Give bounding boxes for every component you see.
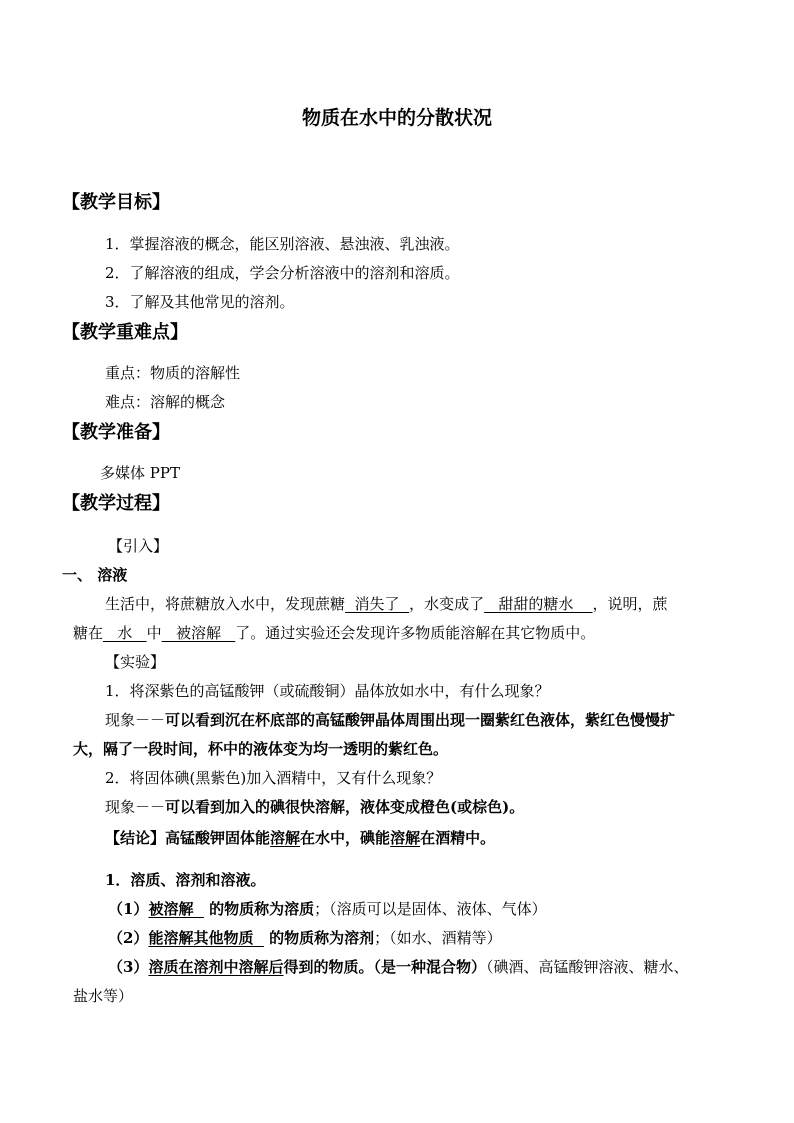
blank-dissolved: 被溶解 (161, 624, 236, 642)
prep-text: 多媒体 PPT (100, 464, 180, 482)
process-heading: 【教学过程】 (62, 493, 170, 514)
blank-sweet-water: 甜甜的糖水 (484, 595, 593, 613)
section-solution-heading: 一、 溶液 (62, 566, 128, 584)
intro-paragraph-line2: 糖在 水 中 被溶解 了。通过实验还会发现许多物质能溶解在其它物质中。 (73, 624, 596, 642)
definition-solvent: （2）能溶解其他物质 的物质称为溶剂；（如水、酒精等） (108, 929, 502, 947)
keypoint-difficulty: 难点：溶解的概念 (105, 393, 226, 411)
experiment-answer-2: 现象－－可以看到加入的碘很快溶解，液体变成橙色(或棕色)。 (105, 798, 525, 816)
keypoint-focus: 重点：物质的溶解性 (105, 364, 241, 382)
goal-item-1: 1．掌握溶液的概念，能区别溶液、悬浊液、乳浊液。 (105, 235, 460, 253)
goal-item-3: 3．了解及其他常见的溶剂。 (105, 293, 295, 311)
conclusion: 【结论】高锰酸钾固体能溶解在水中，碘能溶解在酒精中。 (105, 829, 496, 847)
intro-paragraph-line1: 生活中，将蔗糖放入水中，发现蔗糖 消失了 ，水变成了 甜甜的糖水 ，说明，蔗 (105, 595, 668, 613)
subsection-solute-solvent-heading: 1．溶质、溶剂和溶液。 (105, 871, 266, 889)
intro-label: 【引入】 (108, 537, 169, 555)
experiment-label: 【实验】 (105, 653, 166, 671)
experiment-question-2: 2．将固体碘(黑紫色)加入酒精中，又有什么现象？ (105, 769, 442, 787)
definition-solution-line2: 盐水等） (73, 987, 134, 1005)
experiment-answer-1-line2: 大，隔了一段时间，杯中的液体变为均一透明的紫红色。 (73, 740, 449, 758)
page-title: 物质在水中的分散状况 (301, 107, 492, 129)
blank-disappeared: 消失了 (345, 595, 410, 613)
blank-water: 水 (103, 624, 147, 642)
prep-heading: 【教学准备】 (62, 422, 170, 443)
experiment-answer-1-line1: 现象－－可以看到沉在杯底部的高锰酸钾晶体周围出现一圈紫红色液体，紫红色慢慢扩 (105, 711, 676, 729)
goal-item-2: 2．了解溶液的组成，学会分析溶液中的溶剂和溶质。 (105, 264, 460, 282)
keypoints-heading: 【教学重难点】 (62, 322, 188, 343)
experiment-question-1: 1．将深紫色的高锰酸钾（或硫酸铜）晶体放如水中，有什么现象？ (105, 682, 550, 700)
definition-solute: （1）被溶解 的物质称为溶质；（溶质可以是固体、液体、气体） (108, 900, 547, 918)
definition-solution-line1: （3）溶质在溶剂中溶解后得到的物质。（是一种混合物）（碘酒、高锰酸钾溶液、糖水、 (108, 958, 689, 976)
goals-heading: 【教学目标】 (62, 192, 170, 213)
